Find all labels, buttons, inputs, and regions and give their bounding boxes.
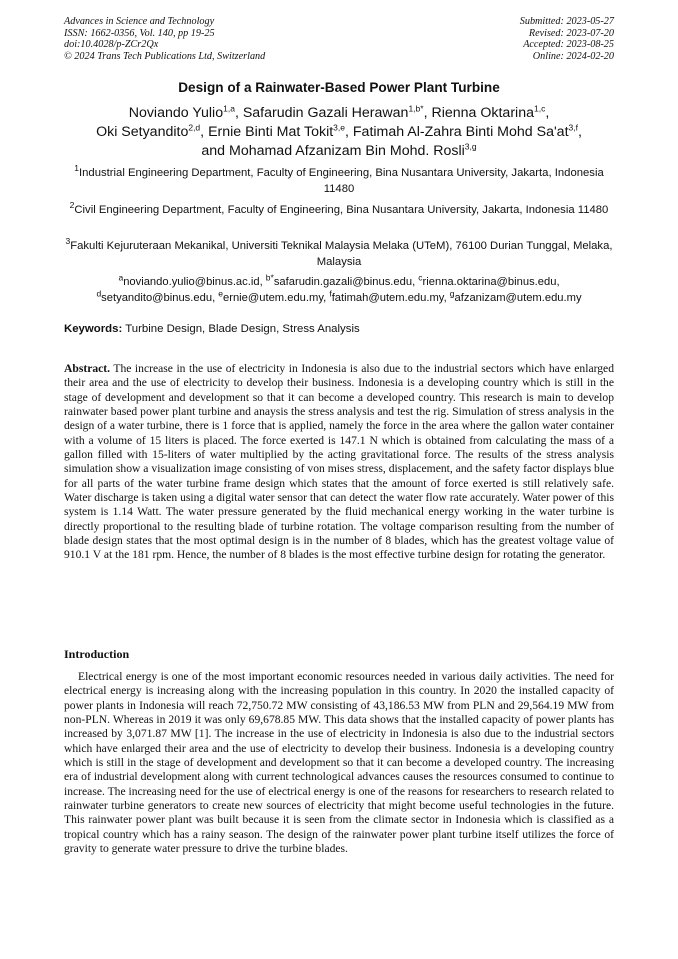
email-link[interactable]: $^e$ernie@utem.edu.my: [218, 287, 324, 304]
author: Oki Setyandito$^{2,d}$,: [96, 122, 209, 140]
publication-dates: [520, 16, 614, 62]
abstract-text: The increase in the use of electricity in Indonesia is also due to the industrial sectors which have enlarged their area and the use of electricity to develop their business. Indonesia is a developing country which is still in the stage of development and development so that it can become a developed country. This research is main to develop rainwater based power plant turbine and anaysis the stress analysis and test the rig. Simulation of stress analysis in the design of a water turbine, there is 1 force that is applied, namely the force in the area where the gallon water container with a volume of 15 liters is placed. The force exerted is 147.1 N which is obtained from calculating the mass of a gallon filled with 15-liters of water multiplied by the acting gravitational force. The results of the stress analysis simulation show a visualization image consisting of von mises stress, displacement, and the safety factor displays blue for all parts of the water turbine frame design which states that the amount of force exerted is still relatively safe. Water discharge is taken using a digital water sensor that can detect the water flow rate accurately. Water power of this system is 1.14 Watt. The water pressure generated by the fluid mechanical energy working in the water turbine is directly proportional to the resulting blade of turbine rotation. The voltage comparison resulting from the number of blade design states that the most optimal design is in the number of 8 blades, which has the greatest voltage value of 910.1 V at the 181 rpm. Hence, the number of 8 blades is the most effective turbine design for rotating the generator.: [64, 362, 614, 562]
date-submitted: Submitted: 2023-05-27: [519, 16, 614, 27]
date-online: Online: 2024-02-20: [532, 50, 614, 62]
email-link[interactable]: $^c$rienna.oktarina@binus.edu: [418, 272, 557, 288]
email-link[interactable]: $^a$noviando.yulio@binus.ac.id: [118, 272, 260, 288]
keywords: [64, 323, 614, 335]
author-list: [50, 104, 628, 161]
journal-doi: doi:10.4028/p-ZCr2Qx: [64, 39, 159, 51]
author: Noviando Yulio$^{1,a}$,: [128, 103, 243, 121]
author: Safarudin Gazali Herawan$^{1,b*}$,: [242, 103, 432, 121]
journal-issn: ISSN: 1662-0356, Vol. 140, pp 19-25: [64, 27, 215, 39]
introduction-paragraph: Electrical energy is one of the most important economic resources needed in various daily activities. The need for electrical energy is increasing along with the increasing population in this country. In 2020 the installed capacity of power plants in Indonesia will reach 72,750.72 MW consisting of 43,186.53 MW from PLN and 29,564.19 MW from non-PLN. Whereas in 2019 it was only 69,678.85 MW. This data shows that the installed capacity of power plants has increased by 3,071.87 MW [1]. The increase in the use of electricity in Indonesia is also due to the industrial sectors which have enlarged their area and the use of electricity to develop their business. Indonesia is a developing country which is still in the stage of development and development so that it can become a developed country. The increasing era of industrial development along with current technological advances causes the resources consumed to continue to increase. The increasing need for the use of electrical energy is one of the reasons for researchers to research related to rainwater turbine generators to create new sources of electricity that might become useful technologies in the future. This rainwater power plant was built because it is seen from the climate sector in Indonesia which is classified as a tropical country which has a rainy season. The design of the rainwater power plant turbine itself utilizes the force of gravity to generate water pressure to drive the turbine blades.: [64, 670, 614, 856]
journal-name: Advances in Science and Technology: [64, 16, 215, 27]
author: Fatimah Al-Zahra Binti Mohd Sa'at$^{3,f}$,: [352, 122, 582, 140]
author-emails: $^a$noviando.yulio@binus.ac.id, $^{b*}$safarudin.gazali@binus.edu, $^c$rienna.oktarina@binus.edu, $^d$setyandito@binus.edu, $^e$ernie@utem.edu.my, $^f$fatimah@utem.edu.my, $^g$afzanizam@utem.edu.my: [96, 272, 582, 304]
abstract-label: Abstract.: [64, 362, 111, 375]
journal-info: [64, 16, 265, 62]
author: Rienna Oktarina$^{1,c}$,: [431, 103, 550, 121]
author: Ernie Binti Mat Tokit$^{3,e}$,: [208, 122, 353, 140]
section-heading-introduction: Introduction: [64, 647, 130, 661]
keywords-label: Keywords:: [64, 323, 123, 335]
email-link[interactable]: $^f$fatimah@utem.edu.my: [329, 287, 444, 304]
affiliation-3: $^3$Fakulti Kejuruteraan Mekanikal, Universiti Teknikal Malaysia Melaka (UTeM), 76100 Durian Tunggal, Melaka, Malaysia: [65, 236, 613, 268]
paper-title: Design of a Rainwater-Based Power Plant Turbine: [178, 80, 500, 95]
author: and Mohamad Afzanizam Bin Mohd. Rosli$^{3,g}$: [201, 141, 477, 159]
affiliation-2: $^2$Civil Engineering Department, Faculty of Engineering, Bina Nusantara University, Jakarta, Indonesia 11480: [69, 200, 609, 216]
keywords-text: Turbine Design, Blade Design, Stress Analysis: [125, 323, 360, 335]
email-link[interactable]: $^{b*}$safarudin.gazali@binus.edu: [265, 272, 413, 288]
date-revised: Revised: 2023-07-20: [528, 27, 614, 39]
email-link[interactable]: $^g$afzanizam@utem.edu.my: [449, 287, 582, 304]
affiliation-1: $^1$Industrial Engineering Department, Faculty of Engineering, Bina Nusantara University, Jakarta, Indonesia 11480: [74, 163, 604, 195]
journal-copyright: © 2024 Trans Tech Publications Ltd, Switzerland: [64, 50, 266, 62]
date-accepted: Accepted: 2023-08-25: [523, 39, 614, 51]
abstract: [64, 362, 614, 563]
email-link[interactable]: $^d$setyandito@binus.edu: [96, 287, 213, 304]
